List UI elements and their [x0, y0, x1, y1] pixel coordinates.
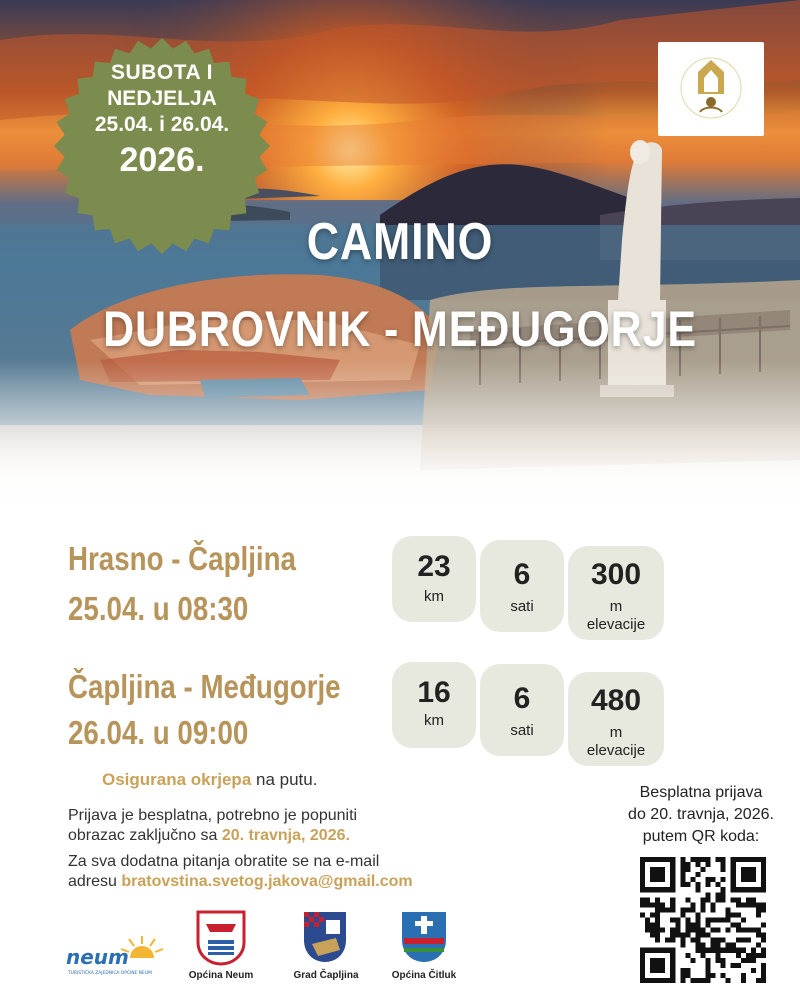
stage-1-duration-unit: sati: [510, 598, 534, 615]
registration-qr-code[interactable]: [640, 857, 766, 983]
sponsor-label-capljina: Grad Čapljina: [293, 970, 359, 981]
qr-registration-text: [616, 782, 786, 848]
scallop-shell-icon: [658, 42, 764, 136]
capljina-coat-of-arms-icon: [302, 910, 348, 964]
stage-2-duration: [480, 664, 564, 756]
stage-1-elevation: [568, 546, 664, 640]
sun-logo-icon: [62, 930, 172, 980]
stage-1-elevation-value: 300: [590, 558, 642, 591]
citluk-coat-of-arms-icon: [400, 910, 448, 964]
stage-2-duration-unit: sati: [510, 722, 534, 739]
stage-1-route: Hrasno - Čapljina: [68, 540, 296, 577]
neum-wordmark: neum: [66, 945, 129, 969]
badge-year: 2026.: [119, 141, 205, 179]
contact-email[interactable]: bratovstina.svetog.jakova@gmail.com: [121, 873, 413, 890]
event-title-line-1: CAMINO: [306, 213, 494, 271]
registration-note: [68, 806, 357, 846]
contact-line-1: Za sva dodatna pitanja obratite se na e-mail: [68, 853, 380, 870]
stage-1-distance-unit: km: [424, 588, 444, 605]
stage-2-elevation: [568, 672, 664, 766]
stage-1-elevation-unit: m elevacije: [586, 598, 646, 633]
stage-1-duration: [480, 540, 564, 632]
stage-2-route: Čapljina - Međugorje: [68, 668, 341, 705]
hero-fade: [0, 360, 800, 510]
refreshment-note: [102, 770, 317, 790]
stage-2-distance: [392, 662, 476, 748]
sponsor-label-citluk: Općina Čitluk: [391, 970, 457, 981]
badge-line-2: NEDJELJA: [107, 87, 217, 110]
registration-line-1: Prijava je besplatna, potrebno je popuniti: [68, 807, 358, 824]
contact-note: [68, 852, 413, 892]
stage-2-distance-unit: km: [424, 712, 444, 729]
sponsor-neum-tourism: [62, 930, 172, 980]
qr-text-line-2: do 20. travnja, 2026.: [628, 806, 774, 823]
qr-text-line-1: Besplatna prijava: [639, 784, 763, 801]
stage-1-date: 25.04. u 08:30: [68, 590, 249, 627]
refreshment-rest: na putu.: [251, 770, 318, 789]
stage-1-distance: [392, 536, 476, 622]
refreshment-highlight: Osigurana okrjepa: [102, 770, 252, 789]
neum-coat-of-arms-icon: [196, 910, 246, 966]
event-title-line-2: DUBROVNIK - MEĐUGORJE: [103, 301, 697, 357]
stage-2-elevation-value: 480: [590, 684, 642, 717]
sponsor-label-neum: Općina Neum: [188, 970, 254, 981]
badge-line-3: 25.04. i 26.04.: [94, 113, 230, 136]
sponsor-opcina-neum: [196, 910, 246, 966]
stage-2-duration-value: 6: [513, 682, 531, 715]
neum-caption: TURISTIČKA ZAJEDNICA OPĆINE NEUM: [68, 971, 152, 976]
confraternity-logo: [658, 42, 764, 136]
stage-2-distance-value: 16: [417, 676, 451, 709]
contact-line-2: adresu: [68, 873, 122, 890]
sponsor-grad-capljina: [302, 910, 348, 964]
stage-2-date: 26.04. u 09:00: [68, 714, 249, 751]
sponsor-opcina-citluk: [400, 910, 448, 964]
stage-1-duration-value: 6: [513, 558, 531, 591]
stage-1-distance-value: 23: [417, 550, 451, 583]
registration-line-2: obrazac zaključno sa: [68, 827, 222, 844]
date-badge: [52, 60, 272, 180]
qr-text-line-3: putem QR koda:: [642, 828, 760, 845]
badge-line-1: SUBOTA I: [111, 61, 213, 84]
stage-2-elevation-unit: m elevacije: [586, 724, 646, 759]
registration-deadline: 20. travnja, 2026.: [221, 827, 350, 844]
